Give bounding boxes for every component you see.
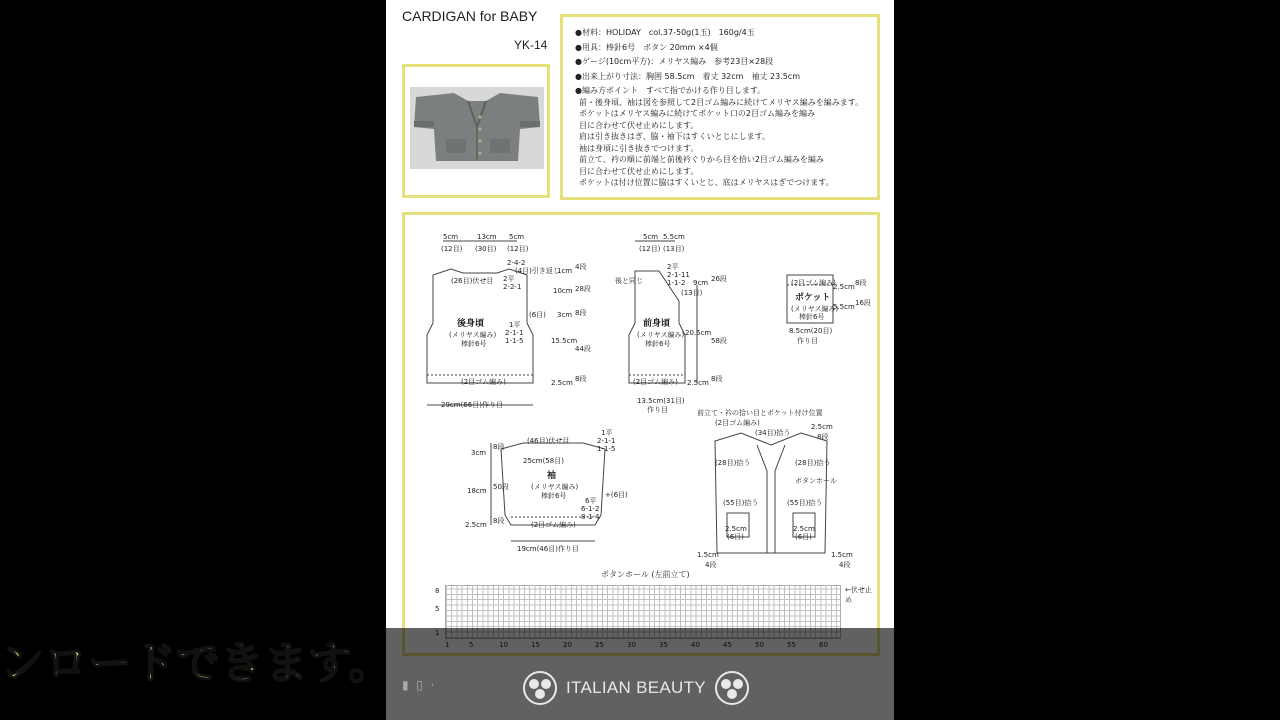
back-side-rows: 8段 [575,309,587,317]
sleeve-bottom: 19cm(46目)作り目 [517,545,579,553]
front-side-dim: 2.5cm [687,379,709,387]
front-note-2: (13目) [681,289,703,297]
pattern-diagram [402,212,880,656]
point-line: 前立て、衿の順に前端と前後衿ぐりから目を拾い2目ゴム編みを編み [579,155,824,164]
front-name: 前身頃 [643,319,671,329]
back-rib: (2目ゴム編み) [461,378,506,386]
band-edge-dim: 1.5cm [831,551,853,559]
sleeve-inc-1: 6平 [585,497,597,505]
pocket-pos-dim: 2.5cm [793,525,815,533]
pocket-side-rows: 16段 [855,299,871,307]
back-dec-6: 1-1-5 [505,337,524,345]
point-line: 肩は引き抜きはぎ、脇・袖下はすくいとじにします。 [579,132,771,141]
front-side-rows: 58段 [711,337,727,345]
front-stitch-right: (13目) [663,245,685,253]
sleeve-dec-2: 2-1-1 [597,437,616,445]
back-dim-center: 13cm [477,233,497,241]
cardigan-photo [410,87,544,169]
back-bottom: 29cm(66目)作り目 [441,401,503,409]
cardigan-illustration [410,87,544,169]
sleeve-dec-1: 1平 [601,429,613,437]
back-note-3: (6目) [529,311,546,319]
pocket-bottom: 8.5cm(20目) [789,327,833,335]
pattern-code: YK-14 [514,38,548,52]
row-number: 5 [435,605,440,613]
band-top-dim: 2.5cm [811,423,833,431]
buttonhole-label: ボタンホール [795,477,837,485]
sleeve-name: 袖 [547,471,557,481]
back-sub-2: 棒針6号 [461,340,487,348]
sleeve-side-rows: 8段 [493,517,505,525]
band-pick-neck-left: (28目)拾う [715,459,751,467]
pocket-pos-stitches: (6目) [727,533,744,541]
front-side-rows: 8段 [711,375,723,383]
front-note-1: 後と同じ [615,277,643,285]
sleeve-inc: +(6目) [605,491,628,499]
back-dec-5: 2-1-1 [505,329,524,337]
pocket-name: ポケット [795,293,831,303]
pocket-pos-stitches: (6目) [795,533,812,541]
band-edge-rows: 4段 [839,561,851,569]
sleeve-rib: (2目ゴム編み) [531,521,576,529]
back-side-dim: 3cm [557,311,573,319]
back-sub-1: (メリヤス編み) [449,331,497,339]
pattern-title: CARDIGAN for BABY [402,8,538,24]
back-dim-left: 5cm [443,233,459,241]
sleeve-sub-1: (メリヤス編み) [531,483,579,491]
back-side-rows: 28段 [575,285,591,293]
photo-frame [402,64,550,198]
back-dec-4: 1平 [509,321,521,329]
pocket-rib: (2目ゴム編み) [791,279,836,287]
brand-logo-icon [714,670,750,706]
brand-watermark [522,668,750,708]
materials-panel [560,14,880,200]
back-name: 後身頃 [457,319,485,329]
sleeve-sub-2: 棒針6号 [541,492,567,500]
points-title: ●編み方ポイント すべて指でかける作り目します。 [575,86,766,95]
band-top-rows: 8段 [817,433,829,441]
bind-off-label: ←伏せ止め [845,586,872,604]
back-side-dim: 1cm [557,267,573,275]
info-tools: ●用具：棒針6号 ボタン 20mm ×4個 [575,42,718,52]
back-note-1: (4目)引き返し [515,267,560,275]
pocket-sub-1: (メリヤス編み) [791,305,839,313]
back-dec-1: 2-4-2 [507,259,526,267]
sleeve-width: 25cm(58目) [523,457,564,465]
buttonhole-chart-title: ボタンホール (左前立て) [601,570,690,579]
decorative-marks: ▮ ▯ · [402,678,435,692]
front-stitch-left: (12目) [639,245,661,253]
band-pick-front-left: (55目)拾う [723,499,759,507]
pocket-sub-2: 棒針6号 [799,313,825,321]
info-materials: ●材料：HOLIDAY col.37-50g(1玉) 160g/4玉 [575,28,755,37]
sleeve-dec-3: 1-1-5 [597,445,616,453]
brand-logo-icon [522,670,558,706]
point-line: ポケットは付け位置に脇はすくいとじ、底はメリヤスはぎでつけます。 [579,178,834,187]
sleeve-top: (46目)伏せ目 [527,437,570,445]
band-rib: (2目ゴム編み) [715,419,760,427]
back-dec-3: 2-2-1 [503,283,522,291]
back-note-2: (26目)伏せ目 [451,277,494,285]
info-size: ●出来上がり寸法：胸囲 58.5cm 着丈 32cm 袖丈 23.5cm [575,71,800,81]
point-line: 目に合わせて伏せ止めにします。 [579,120,699,130]
back-side-dim: 15.5cm [551,337,578,345]
sleeve-side-rows: 50段 [493,483,509,491]
pocket-pos-dim: 2.5cm [725,525,747,533]
sleeve-side-dim: 2.5cm [465,521,487,529]
front-side-dim: 9cm [693,279,709,287]
front-bottom-2: 作り目 [647,406,668,414]
band-title: 前立て・衿の拾い目とポケット付け位置 [697,409,823,417]
front-dim-left: 5cm [643,233,659,241]
row-number: 8 [435,587,440,595]
point-line: 袖は身頃に引き抜きでつけます。 [579,143,699,153]
pocket-bottom-2: 作り目 [797,337,818,345]
pocket-side-rows: 8段 [855,279,867,287]
point-line: ポケットはメリヤス編みに続けてポケット口の2目ゴム編みを編み [579,109,815,118]
front-sub-2: 棒針6号 [645,340,671,348]
pocket-side-dim: 2.5cm [833,283,855,291]
sleeve-side-dim: 3cm [471,449,487,457]
back-stitch-right: (12目) [507,245,529,253]
back-stitch-center: (30目) [475,245,497,253]
video-subtitle: ンロードできます。 [0,638,393,689]
back-side-rows: 44段 [575,345,591,353]
sleeve-inc-3: 8-1-4 [581,513,600,521]
band-pick-back: (34目)拾う [755,429,791,437]
back-side-dim: 10cm [553,287,573,295]
back-dim-right: 5cm [509,233,525,241]
front-rib: (2目ゴム編み) [633,378,678,386]
band-pick-front-right: (55目)拾う [787,499,823,507]
front-bottom: 13.5cm(31目) [637,397,685,405]
back-side-dim: 2.5cm [551,379,573,387]
band-pick-neck-right: (28目)拾う [795,459,831,467]
front-dec-2: 2-1-11 [667,271,690,279]
front-side-dim: 20.5cm [685,329,712,337]
pattern-page [386,0,894,720]
brand-name: ITALIAN BEAUTY [566,678,706,697]
info-gauge: ●ゲージ(10cm平方)：メリヤス編み 参考23目×28段 [575,57,774,66]
back-dec-2: 2平 [503,275,515,283]
front-dec-3: 1-1-2 [667,279,686,287]
band-edge-rows: 4段 [705,561,717,569]
sleeve-inc-2: 6-1-2 [581,505,600,513]
sleeve-side-dim: 18cm [467,487,487,495]
point-line: 前・後身頃、袖は図を参照して2目ゴム編みに続けてメリヤス編みを編みます。 [579,97,864,107]
front-sub-1: (メリヤス編み) [637,331,685,339]
back-stitch-left: (12目) [441,245,463,253]
front-side-rows: 26段 [711,275,727,283]
point-line: 目に合わせて伏せ止めにします。 [579,166,699,176]
band-edge-dim: 1.5cm [697,551,719,559]
sleeve-side-rows: 8段 [493,443,505,451]
front-dim-right: 5.5cm [663,233,685,241]
pocket-side-dim: 5.5cm [833,303,855,311]
back-side-rows: 4段 [575,263,587,271]
back-side-rows: 8段 [575,375,587,383]
front-dec-1: 2平 [667,263,679,271]
